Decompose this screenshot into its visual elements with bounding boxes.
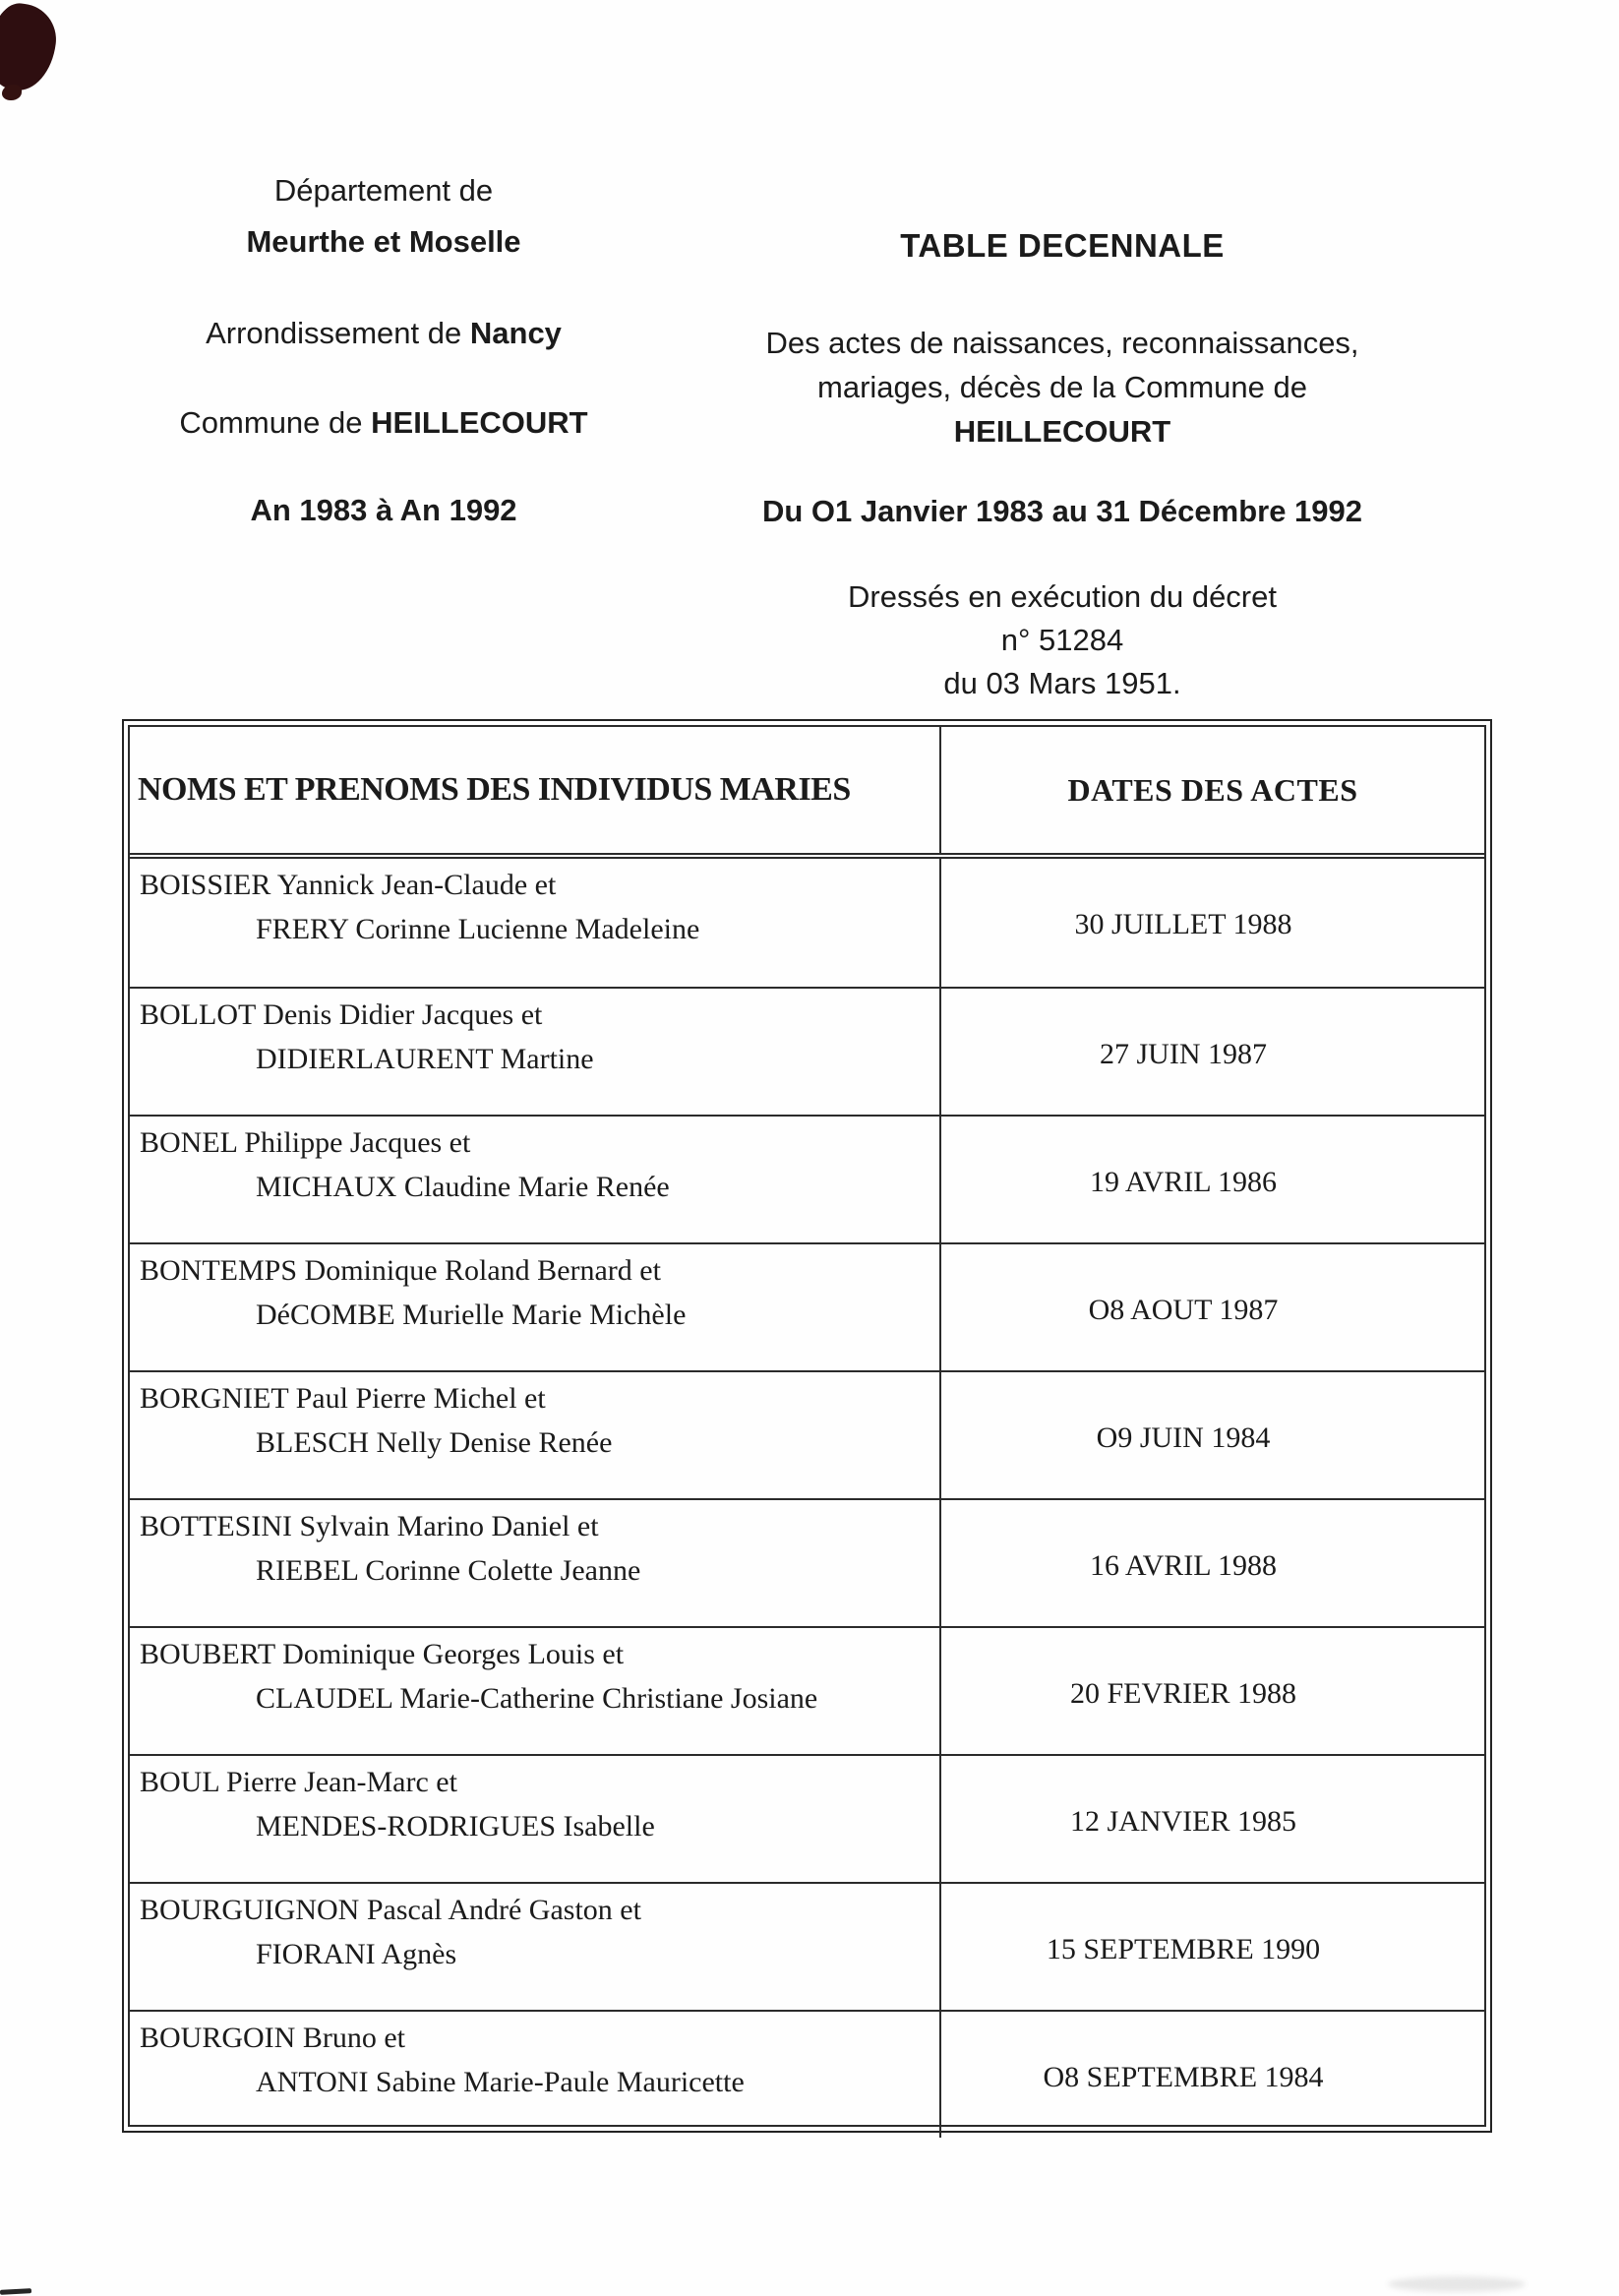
husband-name: BORGNIET Paul Pierre Michel et [140,1382,546,1415]
wife-name: FRERY Corinne Lucienne Madeleine [256,913,700,945]
wife-name: CLAUDEL Marie-Catherine Christiane Josiane [256,1682,818,1715]
records-table [122,719,1492,2133]
act-date: 19 AVRIL 1986 [1089,1166,1278,1198]
header-right-block [733,222,1392,705]
husband-name: BOTTESINI Sylvain Marino Daniel et [140,1510,599,1542]
scan-artifact-blob-small [2,85,22,100]
departement-label: Département de [273,173,494,208]
table-row [130,1626,1484,1754]
commune-line [128,401,639,446]
names-cell [130,1117,941,1242]
names-cell [130,1244,941,1370]
act-date: O8 AOUT 1987 [1088,1294,1279,1326]
names-cell [130,1372,941,1498]
wife-name: RIEBEL Corinne Colette Jeanne [256,1554,641,1587]
table-row [130,859,1484,987]
wife-name: DéCOMBE Murielle Marie Michèle [256,1299,687,1331]
year-range: An 1983 à An 1992 [250,492,517,527]
decree-number: n° 51284 [1000,622,1124,657]
header-left-block [128,169,639,533]
document-title: TABLE DECENNALE [900,227,1225,264]
arrondissement-line [128,312,639,356]
husband-name: BOURGUIGNON Pascal André Gaston et [140,1894,641,1926]
names-cell [130,989,941,1115]
wife-name: MICHAUX Claudine Marie Renée [256,1171,670,1203]
act-date: 27 JUIN 1987 [1100,1038,1267,1070]
records-table-inner [128,725,1486,2127]
arrondissement-label: Arrondissement de [206,315,470,350]
names-cell [130,1500,941,1626]
table-row [130,987,1484,1115]
departement-name: Meurthe et Moselle [246,223,521,259]
act-date: O8 SEPTEMBRE 1984 [1043,2061,1324,2093]
husband-name: BOURGOIN Bruno et [140,2022,405,2054]
husband-name: BOLLOT Denis Didier Jacques et [140,998,543,1031]
table-row [130,2010,1484,2138]
wife-name: DIDIERLAURENT Martine [256,1043,594,1075]
subtitle-commune-name: HEILLECOURT [953,413,1171,449]
names-cell [130,859,941,987]
names-cell [130,2012,941,2138]
table-row [130,1882,1484,2010]
husband-name: BOUL Pierre Jean-Marc et [140,1766,457,1798]
wife-name: MENDES-RODRIGUES Isabelle [256,1810,655,1843]
table-row [130,1498,1484,1626]
act-date: 15 SEPTEMBRE 1990 [1046,1933,1321,1965]
names-cell [130,1884,941,2010]
decree-line-1: Dressés en exécution du décret [848,578,1277,614]
subtitle-line-2: mariages, décès de la Commune de [817,369,1307,404]
scan-artifact-blob [0,0,60,93]
table-row [130,1754,1484,1882]
act-date: 20 FEVRIER 1988 [1069,1677,1296,1710]
wife-name: ANTONI Sabine Marie-Paule Mauricette [256,2066,745,2098]
table-row [130,1115,1484,1242]
column-header-dates: DATES DES ACTES [1067,771,1358,808]
decree-date: du 03 Mars 1951. [943,665,1181,700]
table-row [130,1242,1484,1370]
table-row [130,1370,1484,1498]
commune-name: HEILLECOURT [371,404,588,440]
table-header-row [130,727,1484,859]
column-header-names: NOMS ET PRENOMS DES INDIVIDUS MARIES [130,727,941,853]
husband-name: BONTEMPS Dominique Roland Bernard et [140,1254,661,1287]
arrondissement-name: Nancy [469,315,562,350]
act-date: 12 JANVIER 1985 [1070,1805,1296,1838]
commune-label: Commune de [179,404,372,440]
act-date: 30 JUILLET 1988 [1074,908,1292,940]
husband-name: BOUBERT Dominique Georges Louis et [140,1638,625,1670]
names-cell [130,1756,941,1882]
wife-name: FIORANI Agnès [256,1938,457,1970]
subtitle-line-1: Des actes de naissances, reconnaissances, [765,325,1359,360]
scan-artifact-bottom-right [1388,2276,1526,2292]
wife-name: BLESCH Nelly Denise Renée [256,1426,613,1459]
names-cell [130,1628,941,1754]
scan-artifact-bottom-left [0,2288,31,2295]
husband-name: BOISSIER Yannick Jean-Claude et [140,869,557,901]
table-body [130,859,1484,2138]
act-date: 16 AVRIL 1988 [1089,1549,1278,1582]
date-range: Du O1 Janvier 1983 au 31 Décembre 1992 [761,493,1363,528]
husband-name: BONEL Philippe Jacques et [140,1126,471,1159]
act-date: O9 JUIN 1984 [1096,1421,1271,1454]
